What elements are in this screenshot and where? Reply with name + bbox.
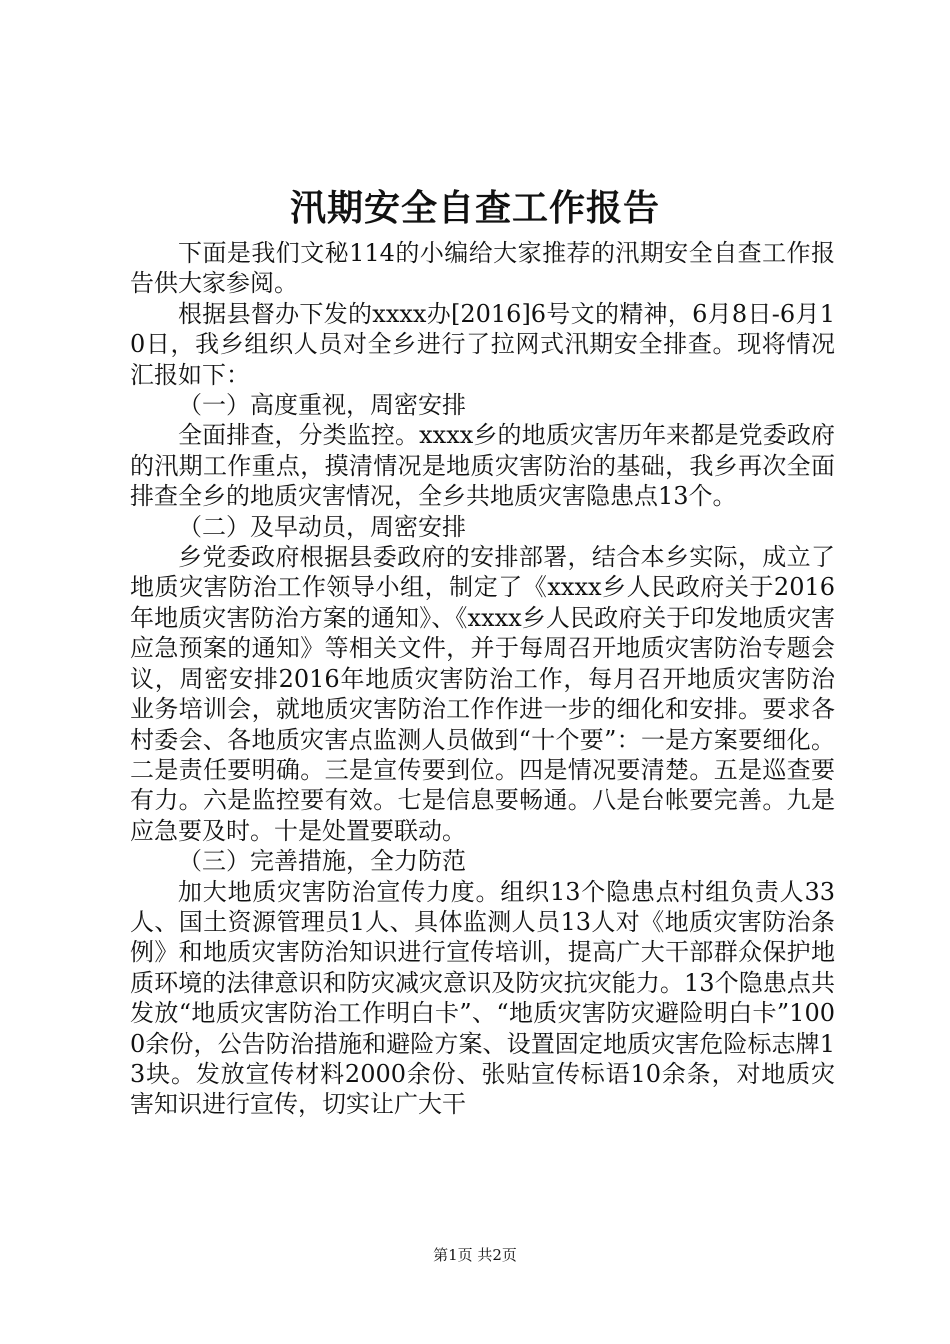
section-3-paragraph: 加大地质灾害防治宣传力度。组织13个隐患点村组负责人33人、国土资源管理员1人、具体监测人员13人对《地质灾害防治条例》和地质灾害防治知识进行宣传培训，提高广大干部群众保护地质环境的法律意识和防灾减灾意识及防灾抗灾能力。13个隐患点共发放“地质灾害防治工作明白卡”、“地质灾害防灾避险明白卡”1000余份，公告防治措施和避险方案、设置固定地质灾害危险标志牌13块。发放宣传材料2000余份、张贴宣传标语10余条，对地质灾害知识进行宣传，切实让广大干: [130, 877, 835, 1119]
page-footer: 第1页 共2页: [433, 1246, 517, 1264]
background-paragraph: 根据县督办下发的xxxx办[2016]6号文的精神，6月8日-6月10日，我乡组织人员对全乡进行了拉网式汛期安全排查。现将情况汇报如下：: [130, 299, 835, 389]
section-heading-3: （三）完善措施，全力防范: [178, 847, 466, 876]
section-heading-2: （二）及早动员，周密安排: [178, 512, 466, 541]
section-heading-1: （一）高度重视，周密安排: [178, 391, 466, 420]
section-1-paragraph: 全面排查，分类监控。xxxx乡的地质灾害历年来都是党委政府的汛期工作重点，摸清情况是地质灾害防治的基础，我乡再次全面排查全乡的地质灾害情况，全乡共地质灾害隐患点13个。: [130, 421, 835, 511]
document-body: [130, 238, 835, 1120]
section-2-paragraph: 乡党委政府根据县委政府的安排部署，结合本乡实际，成立了地质灾害防治工作领导小组，制定了《xxxx乡人民政府关于2016年地质灾害防治方案的通知》、《xxxx乡人民政府关于印发地质灾害应急预案的通知》等相关文件，并于每周召开地质灾害防治专题会议，周密安排2016年地质灾害防治工作，每月召开地质灾害防治业务培训会，就地质灾害防治工作作进一步的细化和安排。要求各村委会、各地质灾害点监测人员做到“十个要”：一是方案要细化。二是责任要明确。三是宣传要到位。四是情况要清楚。五是巡查要有力。六是监控要有效。七是信息要畅通。八是台帐要完善。九是应急要及时。十是处置要联动。: [130, 543, 835, 845]
intro-paragraph: 下面是我们文秘114的小编给大家推荐的汛期安全自查工作报告供大家参阅。: [130, 239, 835, 298]
document-title: 汛期安全自查工作报告: [289, 187, 660, 229]
